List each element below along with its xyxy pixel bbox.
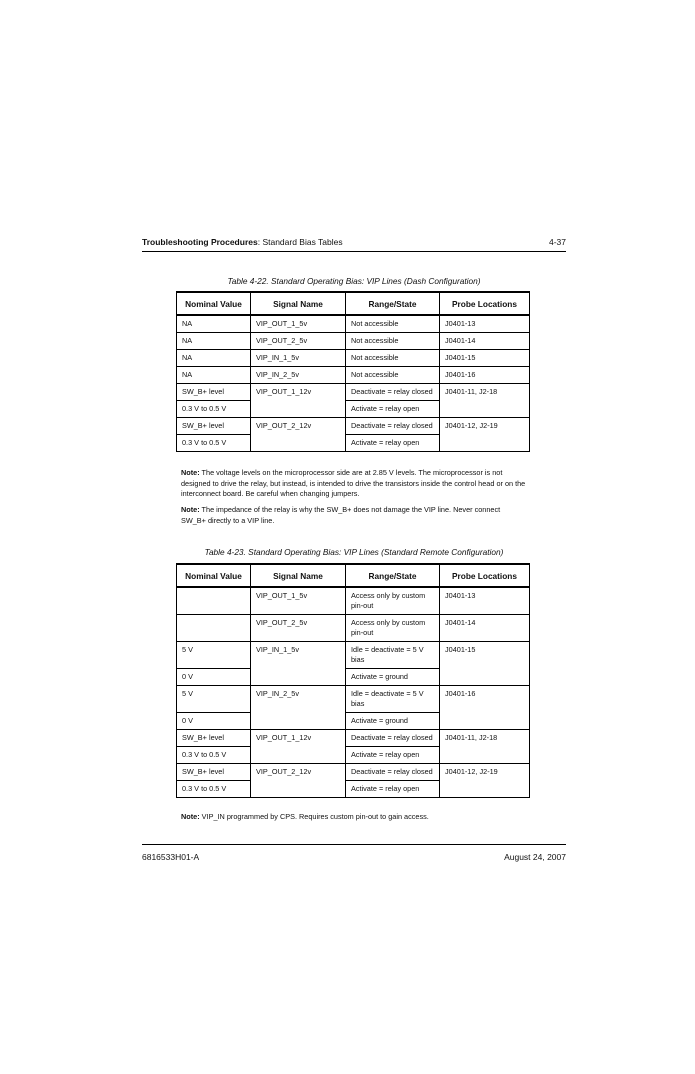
table-cell: J0401-13	[440, 315, 530, 333]
table-caption-4-22: Table 4-22. Standard Operating Bias: VIP Lines (Dash Configuration)	[227, 276, 481, 286]
table-row	[177, 730, 530, 747]
table-cell: Activate = ground	[346, 669, 440, 686]
table-cell: 0 V	[177, 713, 251, 730]
table-cell: Not accessible	[346, 333, 440, 350]
table-cell: NA	[177, 333, 251, 350]
table-cell: J0401-12, J2-19	[440, 418, 530, 452]
table-cell: NA	[177, 367, 251, 384]
table-cell: J0401-16	[440, 686, 530, 730]
table-cell: Activate = relay open	[346, 747, 440, 764]
table-cell: NA	[177, 350, 251, 367]
table-cell: Access only by custom pin-out	[346, 615, 440, 642]
column-header: Nominal Value	[177, 292, 251, 315]
table-cell: VIP_OUT_2_5v	[251, 333, 346, 350]
running-footer	[142, 844, 566, 862]
table-cell: J0401-14	[440, 333, 530, 350]
table-cell: Idle = deactivate = 5 V bias	[346, 686, 440, 713]
table-cell: 5 V	[177, 686, 251, 713]
table-cell: J0401-14	[440, 615, 530, 642]
table-cell: Deactivate = relay closed	[346, 384, 440, 401]
table-cell: J0401-12, J2-19	[440, 764, 530, 798]
table-row	[177, 615, 530, 642]
table-cell: J0401-11, J2-18	[440, 384, 530, 418]
table-cell: J0401-15	[440, 350, 530, 367]
table-cell	[177, 615, 251, 642]
column-header: Nominal Value	[177, 564, 251, 587]
table-header-row	[177, 292, 530, 315]
table-cell: 0.3 V to 0.5 V	[177, 747, 251, 764]
table-cell: J0401-16	[440, 367, 530, 384]
table-cell: VIP_OUT_2_12v	[251, 418, 346, 452]
table-caption-4-23: Table 4-23. Standard Operating Bias: VIP Lines (Standard Remote Configuration)	[204, 547, 504, 557]
publication-date: August 24, 2007	[504, 852, 566, 862]
table-cell: NA	[177, 315, 251, 333]
table-cell: Activate = relay open	[346, 781, 440, 798]
column-header: Range/State	[346, 564, 440, 587]
table-header-row	[177, 564, 530, 587]
column-header: Signal Name	[251, 564, 346, 587]
table-cell: J0401-13	[440, 587, 530, 615]
table-row	[177, 367, 530, 384]
table-row	[177, 587, 530, 615]
column-header: Range/State	[346, 292, 440, 315]
table-cell: 0.3 V to 0.5 V	[177, 435, 251, 452]
table-cell: Activate = ground	[346, 713, 440, 730]
table-cell: 0.3 V to 0.5 V	[177, 781, 251, 798]
table-cell: VIP_OUT_2_12v	[251, 764, 346, 798]
table-row	[177, 333, 530, 350]
table-row	[177, 418, 530, 435]
table-cell: Idle = deactivate = 5 V bias	[346, 642, 440, 669]
table-row	[177, 315, 530, 333]
table-cell: VIP_OUT_1_12v	[251, 730, 346, 764]
table-cell: 0 V	[177, 669, 251, 686]
table-4-22	[176, 291, 530, 452]
column-header: Signal Name	[251, 292, 346, 315]
table-cell: VIP_IN_1_5v	[251, 350, 346, 367]
table-cell: 0.3 V to 0.5 V	[177, 401, 251, 418]
table-cell: VIP_OUT_1_5v	[251, 315, 346, 333]
table-cell: SW_B+ level	[177, 730, 251, 747]
table-cell: Deactivate = relay closed	[346, 764, 440, 781]
column-header: Probe Locations	[440, 292, 530, 315]
table-cell: SW_B+ level	[177, 418, 251, 435]
table-cell: Activate = relay open	[346, 435, 440, 452]
table-row	[177, 350, 530, 367]
section-title: Troubleshooting Procedures: Standard Bias Tables	[142, 237, 343, 247]
table-cell: SW_B+ level	[177, 764, 251, 781]
page-number: 4-37	[548, 237, 566, 247]
table-cell: Not accessible	[346, 350, 440, 367]
note-vip-in-programming: Note: VIP_IN programmed by CPS. Requires custom pin-out to gain access.	[181, 812, 429, 821]
table-cell: Not accessible	[346, 367, 440, 384]
table-cell: J0401-15	[440, 642, 530, 686]
table-cell: Access only by custom pin-out	[346, 587, 440, 615]
document-number: 6816533H01-A	[142, 852, 200, 862]
note-relay-impedance: Note: The impedance of the relay is why the SW_B+ does not damage the VIP line. Never connect SW_B+ directly to a VIP line.	[181, 505, 501, 525]
table-cell: VIP_OUT_1_5v	[251, 587, 346, 615]
table-cell: Deactivate = relay closed	[346, 730, 440, 747]
table-cell: Activate = relay open	[346, 401, 440, 418]
table-row	[177, 686, 530, 713]
table-row	[177, 384, 530, 401]
table-cell: VIP_OUT_1_12v	[251, 384, 346, 418]
column-header: Probe Locations	[440, 564, 530, 587]
table-cell: VIP_IN_2_5v	[251, 367, 346, 384]
table-row	[177, 764, 530, 781]
table-4-23	[176, 563, 530, 798]
table-cell: 5 V	[177, 642, 251, 669]
table-cell: Deactivate = relay closed	[346, 418, 440, 435]
table-cell: VIP_IN_2_5v	[251, 686, 346, 730]
note-voltage-levels: Note: The voltage levels on the microprocessor side are at 2.85 V levels. The microprocessor is not designed to drive the relay, but instead, is intended to drive the transistors inside the control head or on the interconnect board. Be careful when changing jumpers.	[181, 468, 526, 498]
table-cell: J0401-11, J2-18	[440, 730, 530, 764]
table-cell: SW_B+ level	[177, 384, 251, 401]
table-cell: Not accessible	[346, 315, 440, 333]
table-row	[177, 642, 530, 669]
table-cell: VIP_IN_1_5v	[251, 642, 346, 686]
table-cell: VIP_OUT_2_5v	[251, 615, 346, 642]
running-header	[142, 237, 566, 252]
table-cell	[177, 587, 251, 615]
